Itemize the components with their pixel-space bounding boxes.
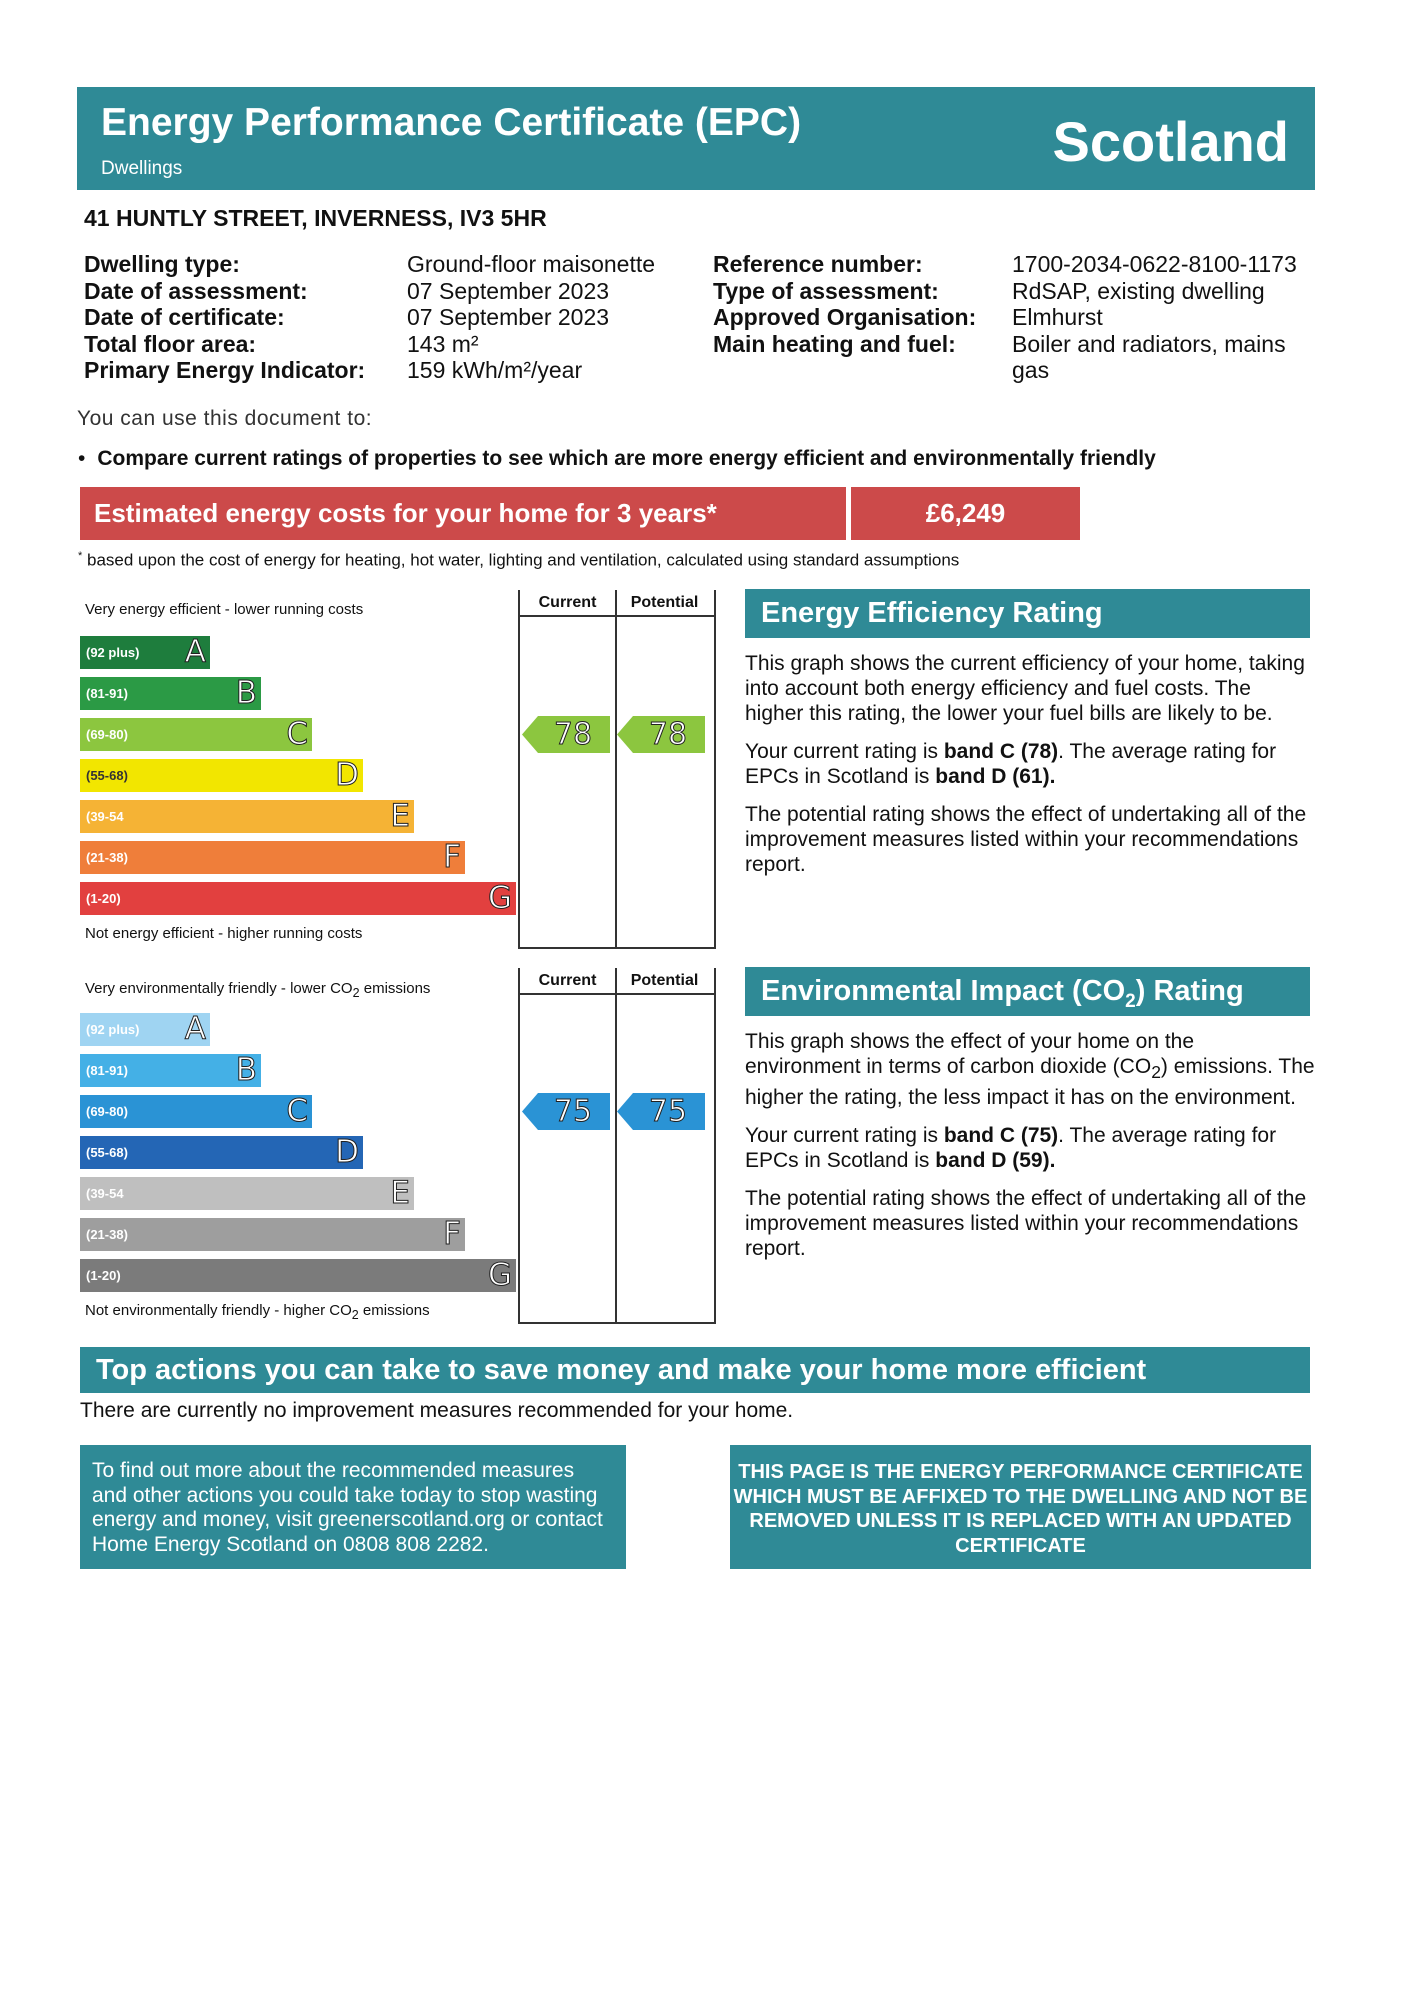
current-column-header: Current: [538, 972, 597, 989]
detail-value: 159 kWh/m²/year: [407, 357, 583, 383]
top-actions-title: Top actions you can take to save money and make your home more efficient: [80, 1347, 1310, 1393]
rating-band-e: [80, 1177, 414, 1210]
env-top-caption: [85, 980, 430, 1000]
detail-value: 1700-2034-0622-8100-1173: [1012, 251, 1297, 277]
energy-chart-frame: [518, 590, 716, 949]
detail-value: RdSAP, existing dwelling: [1012, 277, 1265, 304]
text-run-sub: 2: [1151, 1062, 1161, 1083]
property-address: 41 HUNTLY STREET, INVERNESS, IV3 5HR: [84, 205, 547, 231]
energy-potential-arrow: [617, 716, 705, 753]
column-separator: [615, 590, 617, 947]
certificate-notice-box: THIS PAGE IS THE ENERGY PERFORMANCE CERTIFICATE WHICH MUST BE AFFIXED TO THE DWELLING AND NOT BE REMOVED UNLESS IT IS REPLACED WITH AN UPDATED CERTIFICATE: [730, 1445, 1311, 1569]
column-separator: [615, 968, 617, 1322]
detail-value: gas: [1012, 357, 1050, 383]
text-run-bold: band C (78): [943, 740, 1059, 763]
band-range: (1-20): [86, 891, 121, 906]
detail-label: Type of assessment:: [713, 277, 939, 304]
footnote-mark: *: [78, 550, 83, 562]
detail-label: Reference number:: [713, 251, 923, 277]
text-run: Very environmentally friendly - lower CO: [85, 980, 353, 997]
cost-value: £6,249: [851, 487, 1080, 540]
epc-header: [77, 87, 1315, 190]
detail-label: Main heating and fuel:: [713, 330, 956, 357]
header-rule: [520, 615, 714, 617]
text-run-sub: 2: [1125, 990, 1136, 1012]
region-label: Scotland: [1052, 110, 1289, 173]
env-potential-arrow: [617, 1093, 705, 1130]
footnote-text: based upon the cost of energy for heating, hot water, lighting and ventilation, calculated using standard assumptions: [87, 550, 960, 570]
text-run: ) emissions. The higher the rating, the less impact it has on the environment.: [745, 1055, 1315, 1110]
text-run: Environmental Impact (CO: [761, 975, 1126, 1007]
rating-band-a: [80, 636, 210, 669]
env-panel-text: [745, 1029, 1315, 1274]
env-panel-p1: [745, 1029, 1315, 1110]
rating-band-e: [80, 800, 414, 833]
band-letter: E: [390, 1175, 410, 1211]
text-run: ) Rating: [1135, 975, 1244, 1007]
text-run-sub: 2: [351, 1308, 359, 1322]
detail-value: Elmhurst: [1012, 304, 1103, 330]
env-current-rating: 75: [553, 1094, 593, 1129]
detail-label: Approved Organisation:: [713, 304, 977, 330]
rating-band-f: [80, 841, 465, 874]
env-potential-rating: 75: [648, 1094, 688, 1129]
current-column-header: Current: [538, 594, 597, 611]
band-letter: E: [390, 798, 410, 834]
potential-column-header: Potential: [630, 972, 699, 989]
text-run-bold: band D (59).: [935, 1149, 1056, 1173]
text-run: Not environmentally friendly - higher CO: [85, 1302, 352, 1319]
band-range: (39-54: [86, 1186, 124, 1201]
text-run: Your current rating is: [745, 740, 944, 763]
details-left-values: [407, 251, 655, 384]
text-run: . The average rating for EPCs in Scotland is: [745, 740, 1277, 788]
band-range: (55-68): [86, 768, 128, 783]
env-chart-frame: [518, 968, 716, 1324]
energy-current-rating: 78: [553, 717, 593, 752]
text-run: . The average rating for EPCs in Scotland is: [745, 1124, 1277, 1173]
detail-value: 143 m²: [407, 330, 479, 357]
band-range: (81-91): [86, 686, 128, 701]
band-letter: A: [184, 1011, 206, 1047]
band-range: (69-80): [86, 727, 128, 742]
detail-value: 07 September 2023: [407, 277, 610, 304]
energy-panel-p2: [745, 739, 1315, 789]
certificate-title: Energy Performance Certificate (EPC): [101, 101, 802, 144]
band-range: (69-80): [86, 1104, 128, 1119]
text-run: This graph shows the effect of your home on the environment in terms of carbon dioxide (CO: [745, 1030, 1195, 1078]
band-letter: C: [286, 716, 308, 752]
band-letter: F: [443, 839, 461, 875]
potential-column-header: Potential: [630, 594, 699, 611]
top-actions-text: There are currently no improvement measures recommended for your home.: [80, 1399, 794, 1422]
detail-label: Primary Energy Indicator:: [84, 357, 366, 383]
band-range: (1-20): [86, 1268, 121, 1283]
band-letter: G: [487, 880, 512, 916]
more-info-box: To find out more about the recommended measures and other actions you could take today to stop wasting energy and money, visit greenerscotland.org or contact Home Energy Scotland on 0808 808 2282.: [80, 1445, 626, 1569]
env-panel-p2: [745, 1123, 1315, 1173]
energy-bottom-caption: Not energy efficient - higher running costs: [85, 925, 363, 942]
rating-band-g: [80, 1259, 516, 1292]
rating-band-b: [80, 1054, 261, 1087]
detail-value: Boiler and radiators, mains: [1012, 330, 1286, 357]
cost-footnote: [78, 550, 959, 571]
detail-label: Total floor area:: [84, 330, 257, 357]
rating-band-c: [80, 718, 312, 751]
cost-label: Estimated energy costs for your home for 3 years*: [80, 487, 846, 540]
energy-current-arrow: [522, 716, 610, 753]
band-letter: D: [335, 757, 359, 793]
bullet-icon: •: [78, 447, 86, 470]
rating-band-g: [80, 882, 516, 915]
usage-bullet-text: Compare current ratings of properties to see which are more energy efficient and environmentally friendly: [97, 447, 1156, 470]
details-left-labels: [84, 251, 365, 384]
band-range: (55-68): [86, 1145, 128, 1160]
energy-panel-p3: The potential rating shows the effect of undertaking all of the improvement measures listed within your recommendations report.: [745, 803, 1307, 876]
env-panel-p3: The potential rating shows the effect of undertaking all of the improvement measures listed within your recommendations report.: [745, 1187, 1307, 1261]
usage-title: You can use this document to:: [77, 407, 373, 430]
energy-top-caption: Very energy efficient - lower running costs: [85, 601, 364, 618]
env-panel-title: [745, 967, 1310, 1016]
text-run-bold: band D (61).: [935, 765, 1056, 788]
certificate-subtitle: Dwellings: [101, 158, 183, 179]
detail-label: Dwelling type:: [84, 251, 240, 277]
band-letter: G: [487, 1257, 512, 1293]
band-range: (39-54: [86, 809, 124, 824]
usage-bullet: [78, 447, 1156, 471]
band-letter: A: [184, 634, 206, 670]
detail-value: Ground-floor maisonette: [407, 251, 656, 277]
text-run: Your current rating is: [745, 1124, 944, 1148]
text-run-bold: band C (75): [943, 1124, 1059, 1148]
rating-band-f: [80, 1218, 465, 1251]
text-run: emissions: [358, 1302, 430, 1319]
band-letter: B: [235, 675, 257, 711]
detail-label: Date of certificate:: [84, 304, 285, 330]
rating-band-c: [80, 1095, 312, 1128]
text-run-sub: 2: [352, 986, 360, 1000]
header-rule: [520, 993, 714, 995]
band-letter: C: [286, 1093, 308, 1129]
rating-band-b: [80, 677, 261, 710]
rating-band-d: [80, 759, 363, 792]
band-range: (21-38): [86, 1227, 128, 1242]
energy-panel-text: [745, 651, 1315, 890]
energy-panel-p1: This graph shows the current efficiency of your home, taking into account both energy efficiency and fuel costs. The higher this rating, the lower your fuel bills are likely to be.: [745, 652, 1305, 725]
rating-band-a: [80, 1013, 210, 1046]
details-right-values: [1012, 251, 1297, 384]
band-range: (92 plus): [86, 645, 140, 660]
energy-potential-rating: 78: [648, 717, 688, 752]
rating-band-d: [80, 1136, 363, 1169]
band-letter: B: [235, 1052, 257, 1088]
band-letter: D: [335, 1134, 359, 1170]
band-letter: F: [443, 1216, 461, 1252]
detail-value: 07 September 2023: [407, 304, 610, 330]
energy-panel-title: Energy Efficiency Rating: [745, 589, 1310, 638]
detail-label: Date of assessment:: [84, 277, 308, 304]
band-range: (92 plus): [86, 1022, 140, 1037]
text-run: emissions: [359, 980, 431, 997]
env-current-arrow: [522, 1093, 610, 1130]
band-range: (21-38): [86, 850, 128, 865]
details-right-labels: [713, 251, 976, 357]
band-range: (81-91): [86, 1063, 128, 1078]
env-bottom-caption: [85, 1302, 430, 1322]
